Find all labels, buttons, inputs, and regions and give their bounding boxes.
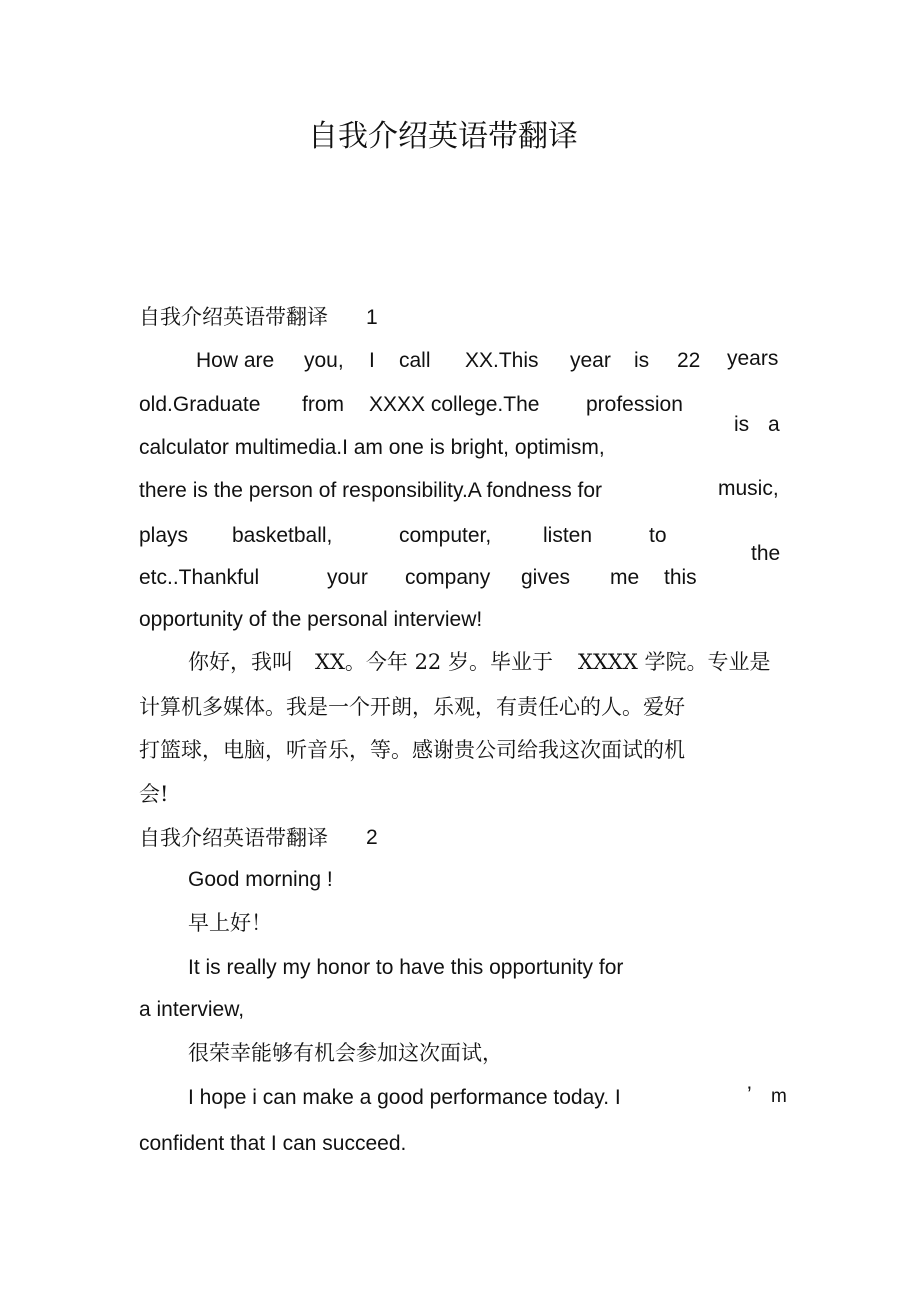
word: is [734,413,750,436]
hope-apostrophe: ’ [747,1083,752,1106]
hope-en: I hope i can make a good performance today. I [188,1086,621,1109]
word: I [369,349,375,372]
section-1-number: 1 [366,306,378,329]
word: me [610,566,640,589]
greeting-cn: 早上好！ [188,911,272,935]
s1-cn-line2: 计算机多媒体。我是一个开朗，乐观，有责任心的人。爱好 [139,695,685,719]
honor-en-line2: a interview, [139,998,245,1021]
word: How are [196,349,275,372]
word: years [727,347,779,370]
s1-cn-line4: 会! [139,782,169,806]
hope-m: m [771,1086,787,1107]
word: company [405,566,491,589]
s1-en-line4: there is the person of responsibility.A fondness for [139,479,603,502]
word: 22 [677,349,701,372]
text: XXXX 学院。专业是 [578,650,771,674]
word: old.Graduate [139,393,261,416]
confident-en: confident that I can succeed. [139,1132,407,1155]
word: basketball, [232,524,333,547]
word: XXXX college.The [369,393,540,416]
word: computer, [399,524,492,547]
word: listen [543,524,593,547]
s1-en-line7: opportunity of the personal interview! [139,608,483,631]
word: is [634,349,650,372]
section-1-heading: 自我介绍英语带翻译 [139,305,328,329]
word: etc..Thankful [139,566,260,589]
word: you, [304,349,344,372]
text: XX。今年 22 岁。毕业于 [315,650,553,674]
word: call [399,349,431,372]
word: gives [521,566,571,589]
s1-cn-line3: 打篮球，电脑，听音乐，等。感谢贵公司给我这次面试的机 [139,738,685,762]
s1-en-line3: calculator multimedia.I am one is bright, optimism, [139,436,605,459]
word: plays [139,524,189,547]
section-2-number: 2 [366,826,378,849]
word: this [664,566,697,589]
word: to [649,524,667,547]
word: profession [586,393,683,416]
word: from [302,393,344,416]
page-title: 自我介绍英语带翻译 [308,119,578,154]
honor-cn: 很荣幸能够有机会参加这次面试， [188,1041,503,1065]
word: your [327,566,368,589]
section-2-heading: 自我介绍英语带翻译 [139,826,328,850]
word: the [751,542,781,565]
word: a [768,413,780,436]
text: 你好，我叫 [188,650,293,674]
greeting-en: Good morning ! [188,868,333,891]
word: XX.This [465,349,539,372]
word: year [570,349,611,372]
s1-en-line4-right: music, [718,477,779,500]
honor-en-line1: It is really my honor to have this opportunity for [188,956,624,979]
